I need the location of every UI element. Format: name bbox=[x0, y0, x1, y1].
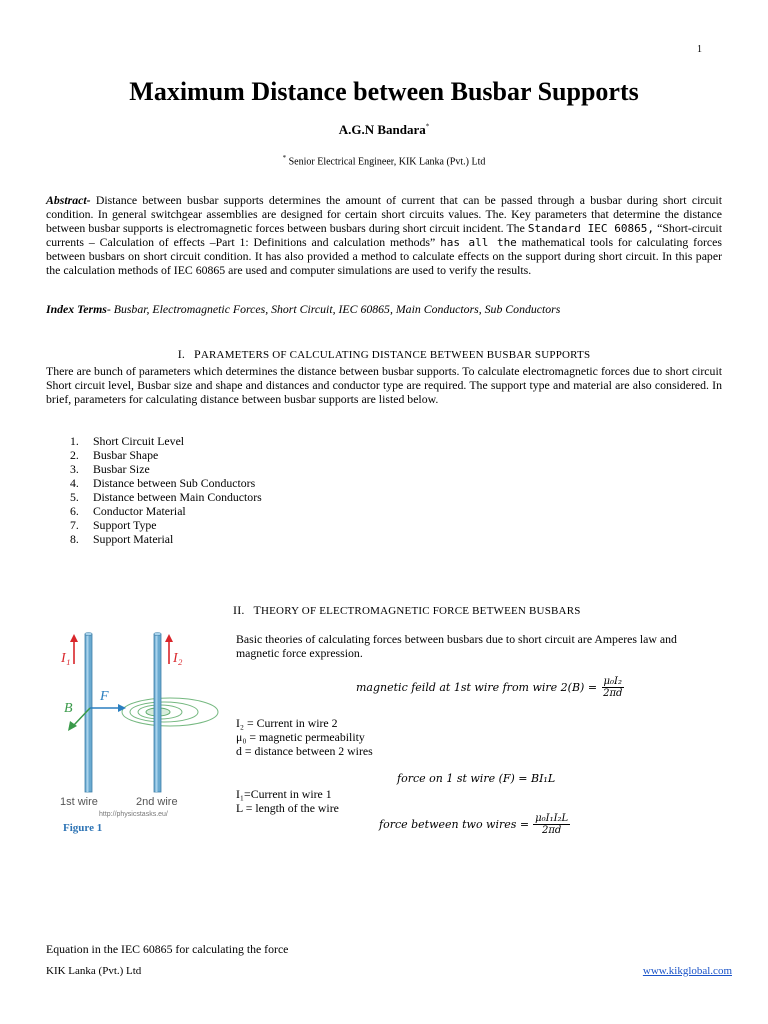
eq3-fraction bbox=[533, 813, 570, 836]
abstract-text-b: “Short-circuit currents – Calculation of effects –Part 1: Definitions and calculation methods” bbox=[46, 220, 722, 249]
current-1-label: I₁ bbox=[61, 651, 71, 666]
abstract-text-c: mathematical tools for calculating forces between busbars on short circuit condition. It has also provided a method to calculate effects on the support during short circuit. In this paper the calculation methods of IEC 60865 are used and computer simulations are used to verify the results. bbox=[46, 234, 722, 277]
eq3-numerator: μ₀I₁I₂L bbox=[535, 813, 569, 824]
equation-force: force on 1 st wire (F) = BI₁L bbox=[397, 772, 556, 785]
eq1-denominator: 2πd bbox=[603, 688, 623, 699]
author-mark: * bbox=[425, 122, 430, 131]
footer-website-link[interactable]: www.kikglobal.com bbox=[642, 965, 732, 977]
list-item: 1. Short Circuit Level bbox=[70, 434, 185, 448]
affiliation bbox=[0, 154, 768, 167]
section-2-heading bbox=[233, 603, 581, 618]
definition-mu0: μ₀ = magnetic permeability bbox=[236, 730, 365, 744]
page-title: Maximum Distance between Busbar Supports bbox=[129, 77, 639, 106]
affiliation-text: Senior Electrical Engineer, KIK Lanka (Pvt.) Ltd bbox=[288, 156, 486, 168]
section-1-first-letter: P bbox=[194, 347, 201, 361]
section-2-first-letter: T bbox=[253, 603, 261, 617]
author bbox=[0, 122, 768, 138]
list-item: 6. Conductor Material bbox=[70, 504, 186, 518]
author-name: A.G.N Bandara bbox=[338, 122, 426, 137]
closing-sentence: Equation in the IEC 60865 for calculating the force bbox=[46, 942, 289, 956]
footer-company: KIK Lanka (Pvt.) Ltd bbox=[46, 965, 142, 977]
section-1-title: ARAMETERS OF CALCULATING DISTANCE BETWEEN BUSBAR SUPPORTS bbox=[200, 349, 591, 361]
abstract-text-a: Distance between busbar supports determines the amount of current that can be passed through a busbar during short circuit condition. In general switchgear assemblies are designed for certain short circuits values. The. Key parameters that determine the distance between busbar supports is electromagnetic forces between busbars during short circuit incident. The bbox=[46, 193, 722, 235]
list-item: 7. Support Type bbox=[70, 518, 157, 532]
page-number: 1 bbox=[697, 44, 702, 55]
section-2-intro: Basic theories of calculating forces between busbars due to short circuit are Amperes law and magnetic force expression. bbox=[236, 632, 677, 660]
field-label: B bbox=[64, 701, 73, 716]
definition-i2: I₂ = Current in wire 2 bbox=[236, 716, 338, 730]
affiliation-mark: * bbox=[282, 154, 287, 162]
abstract-has-all-the: has all the bbox=[440, 235, 517, 249]
abstract-label: Abstract- bbox=[46, 193, 91, 207]
eq1-numerator: μ₀I₂ bbox=[603, 676, 622, 687]
index-terms-text: - Busbar, Electromagnetic Forces, Short Circuit, IEC 60865, Main Conductors, Sub Conductors bbox=[106, 302, 561, 316]
definition-l: L = length of the wire bbox=[236, 801, 339, 815]
section-2-numeral: II. bbox=[233, 603, 245, 617]
force-label: F bbox=[100, 689, 109, 704]
eq1-fraction bbox=[601, 676, 624, 699]
wire-2-label: 2nd wire bbox=[136, 796, 178, 808]
section-2-title: HEORY OF ELECTROMAGNETIC FORCE BETWEEN BUSBARS bbox=[260, 605, 581, 617]
section-1-numeral: I. bbox=[177, 347, 186, 361]
current-2-label: I₂ bbox=[173, 651, 183, 666]
abstract-standard: Standard IEC 60865, bbox=[527, 221, 655, 235]
list-item: 3. Busbar Size bbox=[70, 462, 150, 476]
definition-i1: I₁=Current in wire 1 bbox=[236, 787, 332, 801]
wire-1-label: 1st wire bbox=[60, 796, 98, 808]
eq3-denominator: 2πd bbox=[541, 825, 562, 836]
definition-d: d = distance between 2 wires bbox=[236, 744, 373, 758]
figure-caption: Figure 1 bbox=[63, 822, 103, 834]
index-terms-label: Index Terms bbox=[46, 302, 107, 316]
list-item: 5. Distance between Main Conductors bbox=[70, 490, 262, 504]
abstract bbox=[46, 194, 722, 277]
figure-credit: http://physicstasks.eu/ bbox=[99, 811, 168, 818]
equation-magnetic-field bbox=[356, 676, 624, 699]
eq3-lhs: force between two wires = bbox=[379, 818, 530, 831]
wires-figure bbox=[52, 628, 222, 820]
list-item: 4. Distance between Sub Conductors bbox=[70, 476, 256, 490]
section-1-heading bbox=[0, 347, 768, 362]
equation-force-between-wires bbox=[379, 813, 570, 836]
list-item: 2. Busbar Shape bbox=[70, 448, 159, 462]
section-1-paragraph: There are bunch of parameters which determines the distance between busbar supports. To calculate electromagnetic forces due to short circuit Short circuit level, Busbar size and shape and distances and conductor type are required. The support type and material are also considered. In brief, parameters for calculating distance between busbar supports are listed below. bbox=[46, 364, 722, 406]
parameter-list bbox=[70, 434, 262, 546]
eq1-lhs: magnetic feild at 1st wire from wire 2(B) = bbox=[356, 681, 598, 694]
index-terms bbox=[46, 303, 722, 317]
list-item: 8. Support Material bbox=[70, 532, 174, 546]
